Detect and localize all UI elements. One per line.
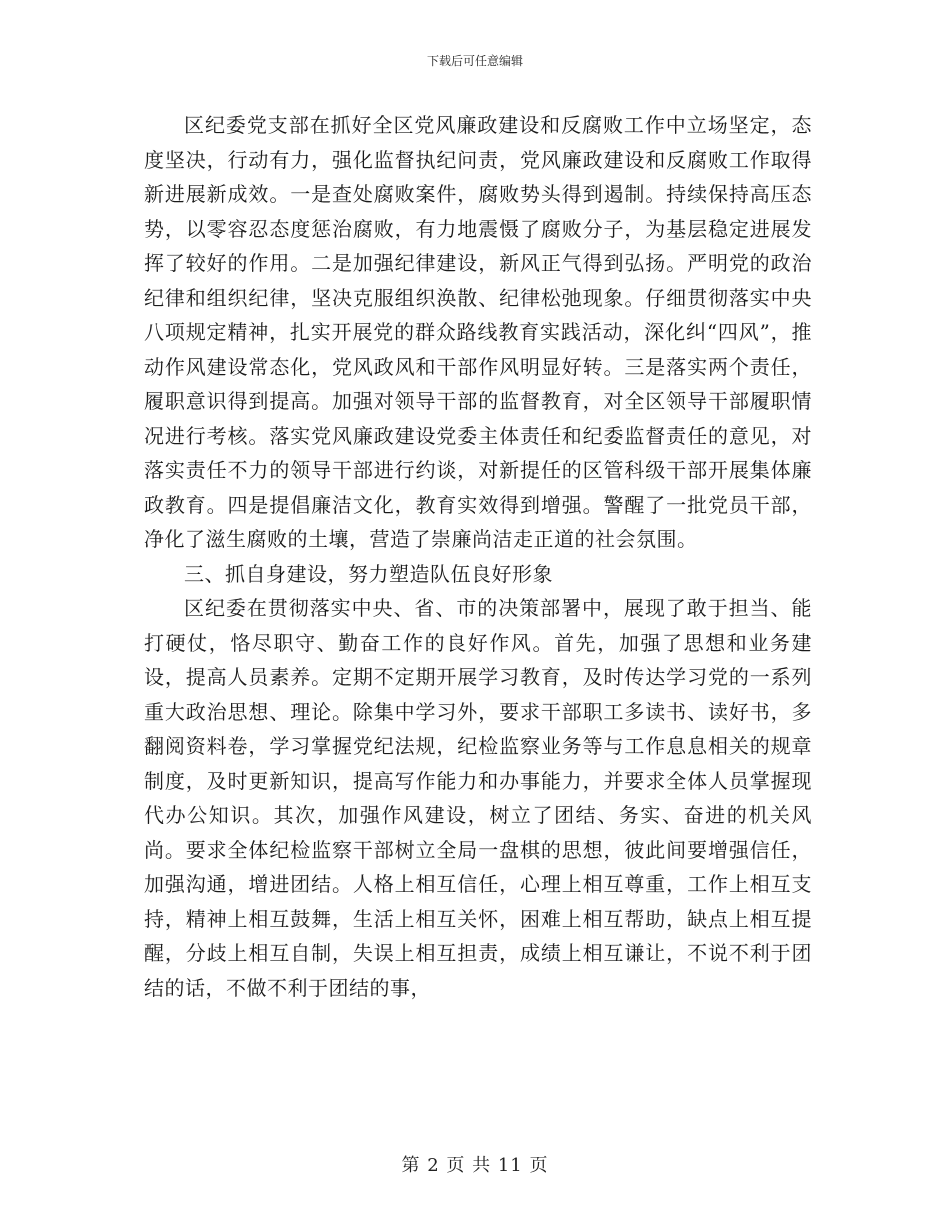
header-note: 下载后可任意编辑 xyxy=(426,54,523,68)
page-number: 第 2 页 共 11 页 xyxy=(401,1155,549,1176)
paragraph-supervision: 区纪委党支部在抓好全区党风廉政建设和反腐败工作中立场坚定，态度坚决，行动有力，强化监督执纪问责，党风廉政建设和反腐败工作取得新进展新成效。一是查处腐败案件，腐败势头得到遏制。持续保持高压态势，以零容忍态度惩治腐败，有力地震慑了腐败分子，为基层稳定进展发挥了较好的作用。二是加强纪律建设，新风正气得到弘扬。严明党的政治纪律和组织纪律，坚决克服组织涣散、纪律松弛现象。仔细贯彻落实中央八项规定精神，扎实开展党的群众路线教育实践活动，深化纠“四风”，推动作风建设常态化，党风政风和干部作风明显好转。三是落实两个责任，履职意识得到提高。加强对领导干部的监督教育，对全区领导干部履职情况进行考核。落实党风廉政建设党委主体责任和纪委监督责任的意见，对落实责任不力的领导干部进行约谈，对新提任的区管科级干部开展集体廉政教育。四是提倡廉洁文化，教育实效得到增强。警醒了一批党员干部，净化了滋生腐败的土壤，营造了崇廉尚洁走正道的社会氛围。 xyxy=(144,113,812,551)
paragraph-self-building: 区纪委在贯彻落实中央、省、市的决策部署中，展现了敢于担当、能打硬仗，恪尽职守、勤奋工作的良好作风。首先，加强了思想和业务建设，提高人员素养。定期不定期开展学习教育，及时传达学习党的一系列重大政治思想、理论。除集中学习外，要求干部职工多读书、读好书，多翻阅资料卷，学习掌握党纪法规，纪检监察业务等与工作息息相关的规章制度，及时更新知识，提高写作能力和办事能力，并要求全体人员掌握现代办公知识。其次，加强作风建设，树立了团结、务实、奋进的机关风尚。要求全体纪检监察干部树立全局一盘棋的思想，彼此间要增强信任，加强沟通，增进团结。人格上相互信任，心理上相互尊重，工作上相互支持，精神上相互鼓舞，生活上相互关怀，困难上相互帮助，缺点上相互提醒，分歧上相互自制，失误上相互担责，成绩上相互谦让，不说不利于团结的话，不做不利于团结的事， xyxy=(144,596,812,1000)
section-heading-self-building: 三、抓自身建设，努力塑造队伍良好形象 xyxy=(184,561,553,586)
document-body xyxy=(144,108,812,1005)
